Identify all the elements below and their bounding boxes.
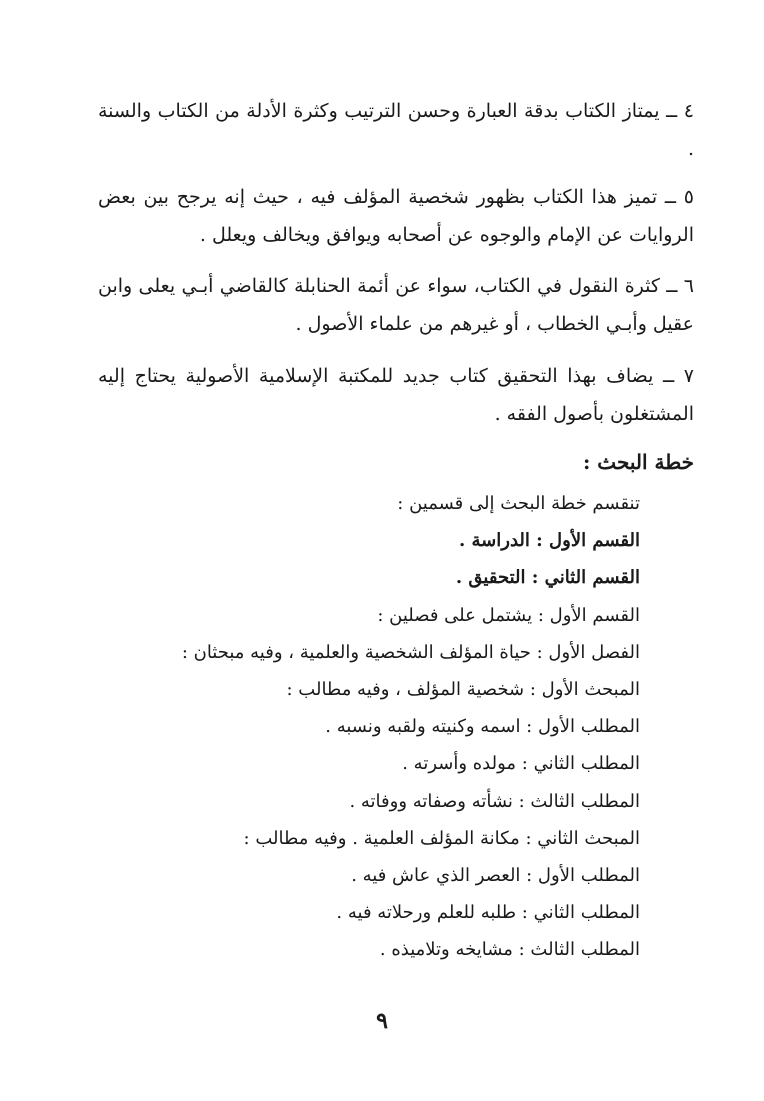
outline-item: المطلب الثالث : نشأته وصفاته ووفاته . <box>349 790 640 812</box>
outline-item: الفصل الأول : حياة المؤلف الشخصية والعلمية ، وفيه مبحثان : <box>181 641 640 663</box>
outline-part-two: القسم الثاني : التحقيق . <box>455 567 640 589</box>
outline-item: المطلب الأول : العصر الذي عاش فيه . <box>351 864 640 886</box>
outline-item: المطلب الثاني : طلبه للعلم ورحلاته فيه . <box>336 902 640 924</box>
outline-item: القسم الأول : يشتمل على فصلين : <box>377 604 640 626</box>
outline-item: المطلب الثاني : مولده وأسرته . <box>402 753 640 775</box>
outline-item: المبحث الثاني : مكانة المؤلف العلمية . وفيه مطالب : <box>243 827 640 849</box>
outline-part-one: القسم الأول : الدراسة . <box>458 530 640 552</box>
outline-item: المطلب الأول : اسمه وكنيته ولقبه ونسبه . <box>325 716 640 738</box>
paragraph-point-7: ٧ ــ يضاف بهذا التحقيق كتاب جديد للمكتبة الإسلامية الأصولية يحتاج إليه المشتغلون بأصول الفقه . <box>98 365 694 425</box>
outline-item: المطلب الثالث : مشايخه وتلاميذه . <box>379 939 640 961</box>
paragraph-point-5: ٥ ــ تميز هذا الكتاب بظهور شخصية المؤلف فيه ، حيث إنه يرجح بين بعض الروايات عن الإمام والوجوه عن أصحابه ويوافق ويخالف ويعلل . <box>98 186 694 246</box>
outline-item: المبحث الأول : شخصية المؤلف ، وفيه مطالب : <box>286 678 640 700</box>
research-plan-outline <box>120 485 640 968</box>
page-number: ٩ <box>376 1008 388 1034</box>
paragraph-point-6: ٦ ــ كثرة النقول في الكتاب، سواء عن أئمة الحنابلة كالقاضي أبـي يعلى وابن عقيل وأبـي الخطاب ، أو غيرهم من علماء الأصول . <box>98 275 694 335</box>
outline-intro: تنقسم خطة البحث إلى قسمين : <box>397 493 640 514</box>
paragraph-point-4: ٤ ــ يمتاز الكتاب بدقة العبارة وحسن الترتيب وكثرة الأدلة من الكتاب والسنة . <box>98 100 694 160</box>
section-heading: خطة البحث : <box>582 450 694 474</box>
